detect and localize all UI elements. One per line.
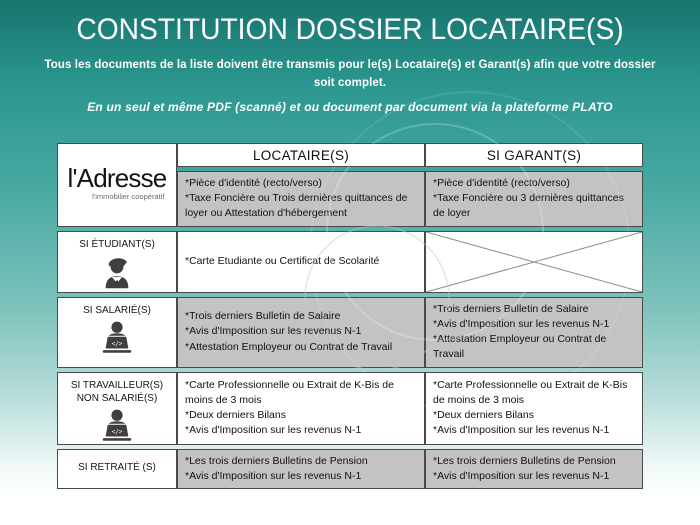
- cell-garant-etudiant-crossed: [425, 231, 643, 293]
- cell-garant-identite: *Pièce d'identité (recto/verso) *Taxe Foncière ou 3 dernières quittances de loyer: [425, 171, 643, 227]
- cell-locataire-travailleur: *Carte Professionnelle ou Extrait de K-Bis de moins de 3 mois *Deux derniers Bilans *Avis d'Imposition sur les revenus N-1: [177, 372, 425, 445]
- page-note: En un seul et même PDF (scanné) et ou document par document via la plateforme PLATO: [87, 99, 613, 114]
- person-laptop-icon: [62, 320, 172, 354]
- page-title: CONSTITUTION DOSSIER LOCATAIRE(S): [76, 13, 624, 46]
- row-label-etudiant: [57, 231, 177, 293]
- cell-garant-retraite: *Les trois derniers Bulletins de Pension *Avis d'Imposition sur les revenus N-1: [425, 449, 643, 489]
- row-label-travailleur: [57, 372, 177, 445]
- cell-locataire-etudiant: *Carte Etudiante ou Certificat de Scolarité: [177, 231, 425, 293]
- agency-logo-cell: [57, 143, 177, 227]
- table-row-retraite: [57, 449, 643, 489]
- row-label-text: SI ÉTUDIANT(S): [79, 238, 155, 250]
- agency-logo-tagline: l'immobilier coopératif: [92, 192, 165, 202]
- table-row-salarie: [57, 297, 643, 368]
- cell-locataire-identite: *Pièce d'identité (recto/verso) *Taxe Foncière ou Trois dernières quittances de loyer ou Attestation d'hébergement: [177, 171, 425, 227]
- cell-garant-salarie: *Trois derniers Bulletin de Salaire *Avis d'Imposition sur les revenus N-1 *Attestation Employeur ou Contrat de Travail: [425, 297, 643, 368]
- crossed-out-icon: [426, 232, 642, 292]
- cell-garant-travailleur: *Carte Professionnelle ou Extrait de K-Bis de moins de 3 mois *Deux derniers Bilans *Avis d'Imposition sur les revenus N-1: [425, 372, 643, 445]
- svg-text:</>: </>: [111, 339, 123, 347]
- row-label-text: SI TRAVAILLEUR(S) NON SALARIÉ(S): [70, 379, 164, 404]
- table-header-row: [57, 143, 643, 167]
- page-subtitle: Tous les documents de la liste doivent être transmis pour le(s) Locataire(s) et Garant(s) afin que votre dossier soit complet.: [44, 59, 656, 90]
- agency-logo-name: l'Adresse: [67, 163, 167, 194]
- cell-locataire-retraite: *Les trois derniers Bulletins de Pension *Avis d'Imposition sur les revenus N-1: [177, 449, 425, 489]
- column-header-garant: SI GARANT(S): [425, 143, 643, 167]
- person-laptop-icon: [62, 408, 172, 442]
- table-row-etudiant: [57, 231, 643, 293]
- row-label-text: SI SALARIÉ(S): [83, 304, 151, 316]
- svg-text:</>: </>: [111, 427, 123, 435]
- cell-locataire-salarie: *Trois derniers Bulletin de Salaire *Avis d'Imposition sur les revenus N-1 *Attestation Employeur ou Contrat de Travail: [177, 297, 425, 368]
- agency-logo: [68, 165, 167, 201]
- row-label-text: SI RETRAITÉ (S): [78, 462, 156, 474]
- row-label-salarie: [57, 297, 177, 368]
- row-label-retraite: [57, 449, 177, 489]
- column-header-locataire: LOCATAIRE(S): [177, 143, 425, 167]
- table-row-travailleur-non-salarie: [57, 372, 643, 445]
- student-icon: [62, 254, 172, 290]
- documents-table: [57, 139, 643, 493]
